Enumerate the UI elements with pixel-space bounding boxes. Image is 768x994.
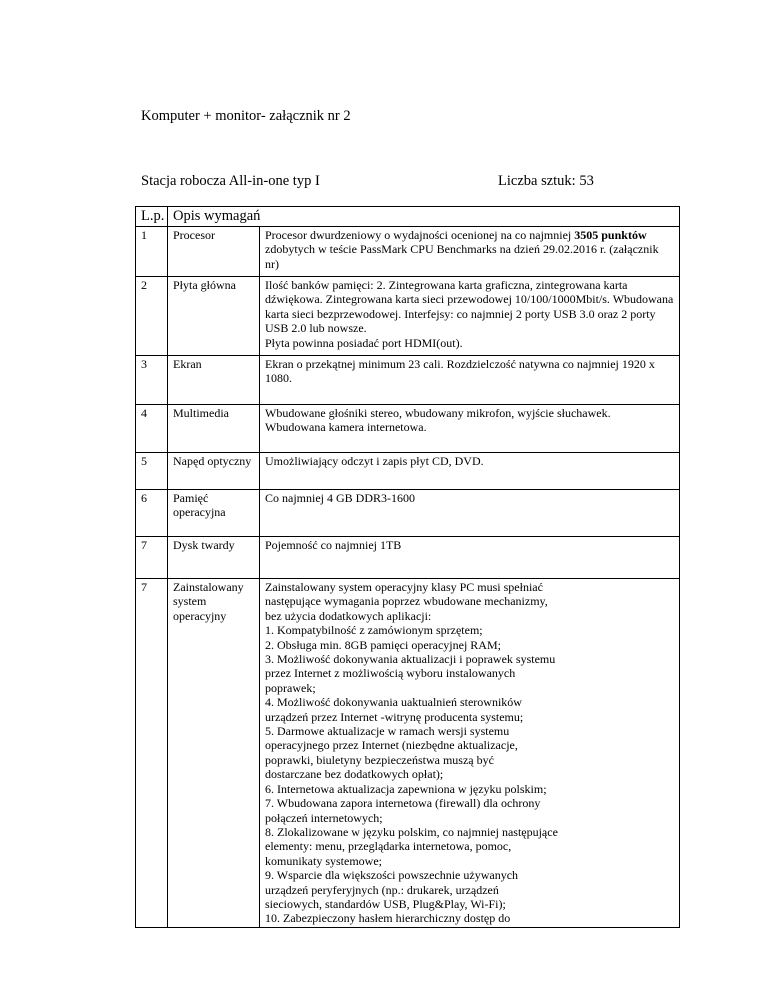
row-description: Ekran o przekątnej minimum 23 cali. Rozdzielczość natywna co najmniej 1920 x 1080.: [260, 356, 680, 405]
description-line: poprawki, biuletyny bezpieczeństwa muszą być: [265, 752, 494, 767]
description-line: sieciowych, standardów USB, Plug&Play, Wi-Fi);: [265, 896, 506, 911]
row-name: Pamięć operacyjna: [168, 490, 260, 537]
table-header-row: [136, 207, 680, 227]
description-line: 2. Obsługa min. 8GB pamięci operacyjnej RAM;: [265, 637, 501, 652]
description-line: urządzeń przez Internet -witrynę producenta systemu;: [265, 709, 524, 724]
row-name: Ekran: [168, 356, 260, 405]
row-description: [260, 227, 680, 277]
table-row: [136, 579, 680, 928]
row-name: Procesor: [168, 227, 260, 277]
description-line: Zainstalowany system operacyjny klasy PC musi spełniać: [265, 580, 543, 594]
description-line: 8. Zlokalizowane w języku polskim, co najmniej następujące: [265, 824, 558, 839]
row-number: 5: [136, 453, 168, 490]
description-text: zdobytych w teście PassMark CPU Benchmarks na dzień 29.02.2016 r. (załącznik nr): [265, 242, 659, 271]
description-line: 9. Wsparcie dla większości powszechnie używanych: [265, 868, 519, 883]
description-line: 3. Możliwość dokonywania aktualizacji i poprawek systemu: [265, 652, 556, 667]
description-line: połączeń internetowych;: [265, 810, 383, 825]
row-number: 2: [136, 277, 168, 356]
row-number: 4: [136, 405, 168, 453]
row-number: 3: [136, 356, 168, 405]
workstation-type: Stacja robocza All-in-one typ I: [141, 173, 320, 189]
row-number: 7: [136, 537, 168, 579]
description-line: elementy: menu, przeglądarka internetowa, pomoc,: [265, 839, 512, 854]
table-row: [136, 537, 680, 579]
unit-count: Liczba sztuk: 53: [498, 173, 594, 189]
description-line: bez użycia dodatkowych aplikacji:: [265, 608, 432, 623]
row-description: Umożliwiający odczyt i zapis płyt CD, DVD.: [260, 453, 680, 490]
table-row: [136, 277, 680, 356]
header-lp: L.p.: [136, 207, 168, 227]
row-description: [260, 277, 680, 356]
row-number: 1: [136, 227, 168, 277]
row-name: Napęd optyczny: [168, 453, 260, 490]
description-line: 4. Możliwość dokonywania uaktualnień sterowników: [265, 695, 522, 710]
description-line: komunikaty systemowe;: [265, 853, 382, 868]
description-line: operacyjnego przez Internet (niezbędne aktualizacje,: [265, 738, 518, 753]
row-name: Dysk twardy: [168, 537, 260, 579]
description-text: Płyta powinna posiadać port HDMI(out).: [265, 335, 463, 350]
description-emphasis: 3505 punktów: [574, 228, 647, 242]
row-description: [260, 579, 680, 928]
description-line: 6. Internetowa aktualizacja zapewniona w języku polskim;: [265, 781, 547, 796]
description-text: Ilość banków pamięci: 2. Zintegrowana karta graficzna, zintegrowana karta dźwiękowa. Zintegrowana karta sieci przewodowej 10/100/1000Mbit/s. Wbudowana karta sieci bezprzewodowej. Interfejsy: co najmniej 2 porty USB 3.0 oraz 2 porty USB 2.0 lub nowsze.: [265, 278, 674, 336]
description-line: 7. Wbudowana zapora internetowa (firewall) dla ochrony: [265, 796, 541, 811]
row-description: Pojemność co najmniej 1TB: [260, 537, 680, 579]
table-row: [136, 227, 680, 277]
description-line: dostarczane bez dodatkowych opłat);: [265, 767, 444, 782]
description-line: przez Internet z możliwością wyboru instalowanych: [265, 666, 516, 681]
description-line: następujące wymagania poprzez wbudowane mechanizmy,: [265, 594, 548, 609]
description-line: urządzeń peryferyjnych (np.: drukarek, urządzeń: [265, 882, 499, 897]
table-row: [136, 453, 680, 490]
row-name: Multimedia: [168, 405, 260, 453]
table-row: [136, 405, 680, 453]
description-text: Procesor dwurdzeniowy o wydajności ocenionej na co najmniej: [265, 228, 575, 242]
description-line: 5. Darmowe aktualizacje w ramach wersji systemu: [265, 724, 510, 739]
table-row: [136, 356, 680, 405]
row-name: Zainstalowany system operacyjny: [168, 579, 260, 928]
description-line: poprawek;: [265, 680, 316, 695]
row-number: 6: [136, 490, 168, 537]
header-description: Opis wymagań: [168, 207, 680, 227]
description-line: 10. Zabezpieczony hasłem hierarchiczny dostęp do: [265, 911, 511, 926]
row-description: Co najmniej 4 GB DDR3-1600: [260, 490, 680, 537]
row-description: Wbudowane głośniki stereo, wbudowany mikrofon, wyjście słuchawek. Wbudowana kamera internetowa.: [260, 405, 680, 453]
requirements-table: [135, 206, 680, 928]
row-number: 7: [136, 579, 168, 928]
table-row: [136, 490, 680, 537]
description-line: 1. Kompatybilność z zamówionym sprzętem;: [265, 623, 483, 638]
document-title: Komputer + monitor- załącznik nr 2: [141, 108, 351, 124]
row-name: Płyta główna: [168, 277, 260, 356]
